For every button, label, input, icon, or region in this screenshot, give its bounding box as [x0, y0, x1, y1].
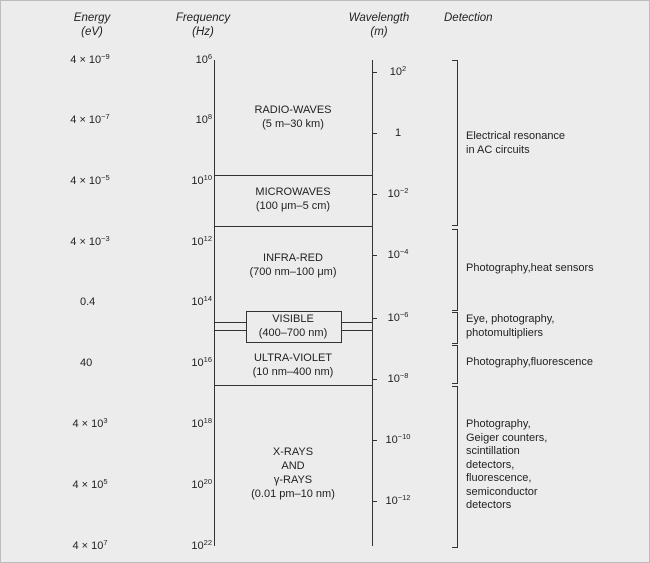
wavelength-label: $10^{-2}$ [387, 186, 409, 200]
detection-bracket-visible [452, 312, 458, 344]
detection-xray: Photography, Geiger counters, scintillation detectors, fluorescence, semiconductor detectors [466, 418, 548, 511]
detection-bracket-radio [452, 60, 458, 226]
frequency-label: $10^{12}$ [191, 234, 212, 248]
energy-label: $4 \times 10^5$ [72, 477, 108, 491]
wavelength-tick [372, 255, 377, 256]
wavelength-tick [372, 194, 377, 195]
energy-label: $4 \times 10^{-5}$ [70, 173, 110, 187]
energy-header: Energy (eV) [73, 12, 111, 38]
band-x-gamma-rays: X-RAYS AND γ-RAYS (0.01 pm–10 nm) [251, 446, 335, 500]
band-ultra-violet: ULTRA-VIOLET (10 nm–400 nm) [252, 352, 334, 378]
wavelength-label: $10^{-10}$ [385, 432, 411, 446]
wavelength-label: $10^{-12}$ [385, 493, 411, 507]
frequency-header: Frequency (Hz) [175, 12, 231, 38]
wavelength-label: $10^{-8}$ [387, 371, 409, 385]
frequency-label: $10^{22}$ [191, 538, 212, 552]
wavelength-tick [372, 133, 377, 134]
energy-label: $4 \times 10^{-9}$ [70, 52, 110, 66]
detection-header: Detection [444, 12, 493, 24]
frequency-label: $10^{16}$ [191, 355, 212, 369]
detection-infrared: Photography,heat sensors [466, 262, 594, 274]
band-boundary [214, 226, 372, 227]
energy-label: $4 \times 10^{-3}$ [70, 234, 110, 248]
energy-label: $4 \times 10^7$ [72, 538, 108, 552]
wavelength-tick [372, 72, 377, 73]
wavelength-header: Wavelength (m) [348, 12, 410, 38]
frequency-label: $10^8$ [195, 112, 212, 126]
wavelength-tick [372, 440, 377, 441]
energy-label: $4 \times 10^3$ [72, 416, 108, 430]
wavelength-tick [372, 379, 377, 380]
energy-label: 0.4 [80, 296, 96, 308]
band-visible: VISIBLE (400–700 nm) [258, 313, 328, 339]
wavelength-label: $10^{-6}$ [387, 310, 409, 324]
detection-visible: Eye, photography, photomultipliers [466, 313, 555, 339]
energy-label: 40 [80, 357, 93, 369]
wavelength-label: $10^{-4}$ [387, 247, 409, 261]
wavelength-label: $10^2$ [389, 64, 407, 78]
detection-uv: Photography,fluorescence [466, 356, 593, 368]
band-infra-red: INFRA-RED (700 nm–100 μm) [249, 252, 337, 278]
frequency-label: $10^{14}$ [191, 294, 212, 308]
band-boundary [214, 175, 372, 176]
frequency-label: $10^{10}$ [191, 173, 212, 187]
wavelength-tick [372, 501, 377, 502]
detection-radio: Electrical resonance in AC circuits [466, 130, 566, 156]
frequency-label: $10^{18}$ [191, 416, 212, 430]
detection-bracket-uv [452, 345, 458, 384]
band-microwaves: MICROWAVES (100 μm–5 cm) [255, 186, 331, 212]
wavelength-label: 1 [394, 127, 402, 139]
energy-label: $4 \times 10^{-7}$ [70, 112, 110, 126]
detection-bracket-xray [452, 386, 458, 548]
band-radio-waves: RADIO-WAVES (5 m–30 km) [254, 104, 332, 130]
band-boundary [214, 385, 372, 386]
frequency-label: $10^6$ [195, 52, 212, 66]
detection-bracket-infrared [452, 229, 458, 311]
wavelength-tick [372, 318, 377, 319]
frequency-label: $10^{20}$ [191, 477, 212, 491]
